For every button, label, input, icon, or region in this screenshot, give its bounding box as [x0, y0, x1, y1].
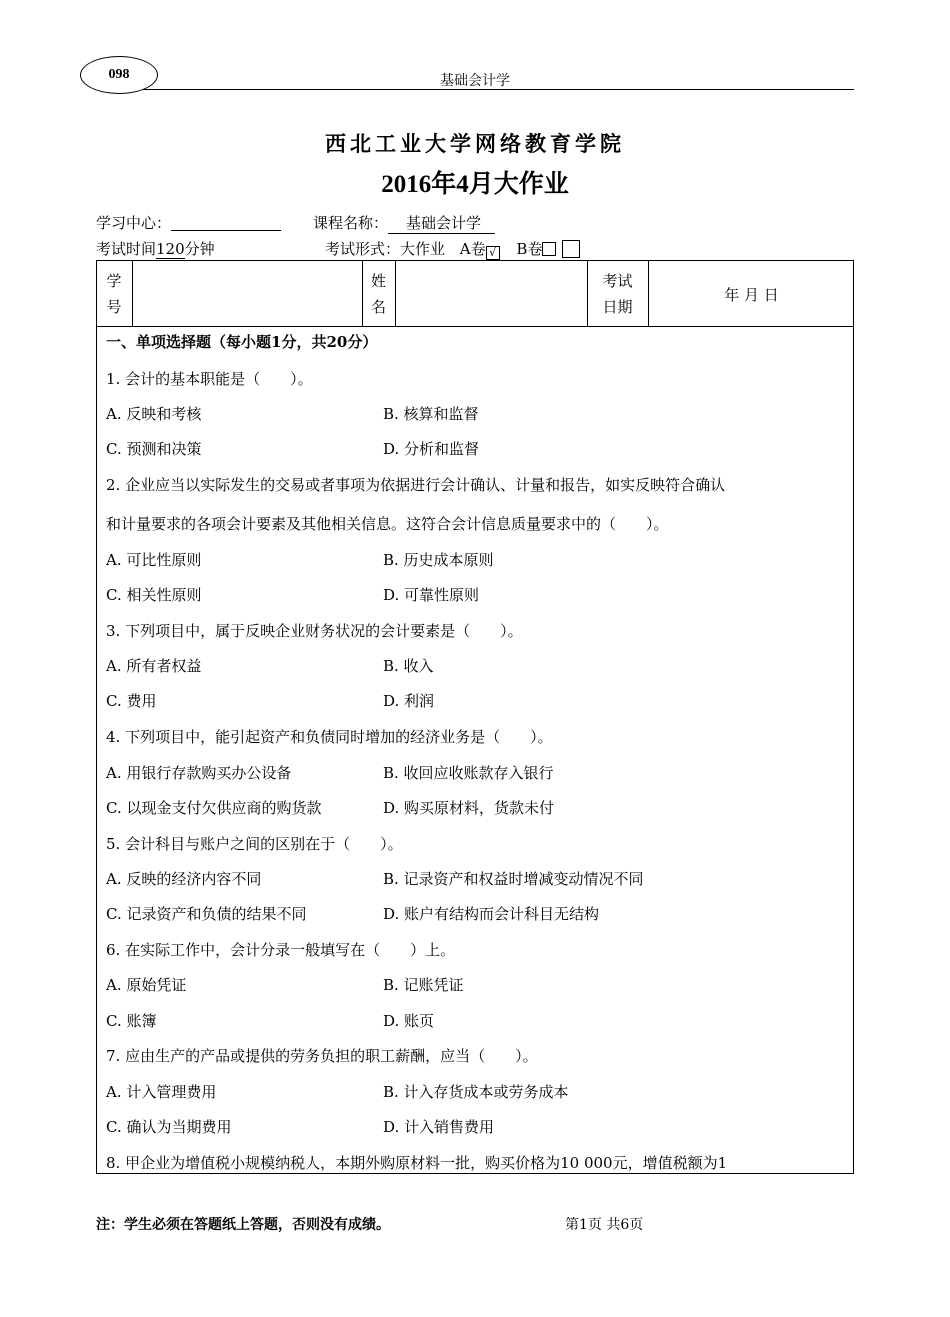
- course-name-row: [313, 212, 495, 234]
- option-c: C. 以现金支付欠供应商的购货款: [106, 799, 322, 817]
- question-4: 4. 下列项目中，能引起资产和负债同时增加的经济业务是（ ）。: [106, 728, 553, 746]
- question-7: 7. 应由生产的产品或提供的劳务负担的职工薪酬，应当（ ）。: [106, 1047, 538, 1065]
- option-d: D. 账户有结构而会计科目无结构: [383, 905, 600, 923]
- question-5: 5. 会计科目与账户之间的区别在于（ ）。: [106, 835, 403, 853]
- option-a: A. 反映的经济内容不同: [106, 870, 262, 888]
- option-a: A. 用银行存款购买办公设备: [106, 764, 292, 782]
- exam-time-row: [96, 238, 215, 259]
- paper-b-checkbox[interactable]: [542, 242, 556, 256]
- assignment-title: 2016年4月大作业: [381, 171, 569, 198]
- exam-date-label: 考试 日期: [602, 272, 633, 316]
- student-id-label: 学 号: [106, 272, 122, 316]
- option-b: B. 记账凭证: [383, 976, 464, 994]
- exam-time-value: 120: [156, 240, 185, 258]
- option-d: D. 利润: [383, 692, 435, 710]
- section-title: 一、单项选择题（每小题1分，共20分）: [106, 333, 378, 351]
- option-b: B. 收回应收账款存入银行: [383, 764, 554, 782]
- course-name-value: 基础会计学: [388, 212, 495, 234]
- header-rule: [96, 89, 854, 90]
- question-3: 3. 下列项目中，属于反映企业财务状况的会计要素是（ ）。: [106, 622, 523, 640]
- study-center-label: 学习中心：: [96, 214, 172, 232]
- student-id-field[interactable]: [133, 261, 361, 326]
- option-a: A. 反映和考核: [106, 405, 202, 423]
- exam-code-badge: 098: [80, 56, 158, 94]
- option-c: C. 确认为当期费用: [106, 1118, 232, 1136]
- study-center-row: [96, 212, 281, 233]
- option-b: B. 核算和监督: [383, 405, 479, 423]
- option-a: A. 可比性原则: [106, 551, 202, 569]
- header-course-name: 基础会计学: [440, 73, 510, 89]
- option-a: A. 所有者权益: [106, 657, 202, 675]
- student-name-label: 姓 名: [370, 272, 386, 316]
- course-name-label: 课程名称：: [313, 214, 389, 232]
- option-a: A. 计入管理费用: [106, 1083, 217, 1101]
- option-d: D. 购买原材料，货款未付: [383, 799, 555, 817]
- option-b: B. 历史成本原则: [383, 551, 494, 569]
- exam-date-field[interactable]: 年 月 日: [724, 286, 779, 304]
- option-d: D. 计入销售费用: [383, 1118, 495, 1136]
- student-name-field[interactable]: [396, 261, 586, 326]
- option-c: C. 记录资产和负债的结果不同: [106, 905, 307, 923]
- exam-form-row: [325, 238, 580, 260]
- university-title: 西北工业大学网络教育学院: [325, 131, 625, 156]
- option-b: B. 记录资产和权益时增减变动情况不同: [383, 870, 644, 888]
- question-2-continued: 和计量要求的各项会计要素及其他相关信息。这符合会计信息质量要求中的（ ）。: [106, 515, 669, 533]
- study-center-blank: [171, 214, 281, 231]
- table-header-rule: [96, 326, 854, 327]
- paper-a-checkbox[interactable]: √: [486, 246, 500, 260]
- option-d: D. 账页: [383, 1012, 435, 1030]
- option-d: D. 分析和监督: [383, 440, 480, 458]
- exam-form-label: 考试形式：大作业: [325, 240, 446, 258]
- option-c: C. 相关性原则: [106, 586, 202, 604]
- option-b: B. 收入: [383, 657, 434, 675]
- question-6: 6. 在实际工作中，会计分录一般填写在（ ）上。: [106, 941, 456, 959]
- exam-time-label: 考试时间: [96, 240, 157, 258]
- option-c: C. 预测和决策: [106, 440, 202, 458]
- question-8: 8. 甲企业为增值税小规模纳税人，本期外购原材料一批，购买价格为10 000元，增值税额为1: [106, 1154, 728, 1172]
- page-number: 第1页 共6页: [565, 1217, 644, 1233]
- answer-frame: [96, 260, 854, 1174]
- exam-time-unit: 分钟: [184, 240, 215, 258]
- paper-b-label: B卷: [516, 240, 543, 258]
- question-2: 2. 企业应当以实际发生的交易或者事项为依据进行会计确认、计量和报告，如实反映符合确认: [106, 476, 726, 494]
- extra-checkbox[interactable]: [562, 240, 580, 258]
- question-1: 1. 会计的基本职能是（ ）。: [106, 370, 313, 388]
- paper-a-label: A卷: [459, 240, 486, 258]
- option-a: A. 原始凭证: [106, 976, 187, 994]
- option-d: D. 可靠性原则: [383, 586, 480, 604]
- footer-note: 注：学生必须在答题纸上答题，否则没有成绩。: [96, 1217, 390, 1233]
- option-b: B. 计入存货成本或劳务成本: [383, 1083, 569, 1101]
- option-c: C. 账簿: [106, 1012, 157, 1030]
- option-c: C. 费用: [106, 692, 157, 710]
